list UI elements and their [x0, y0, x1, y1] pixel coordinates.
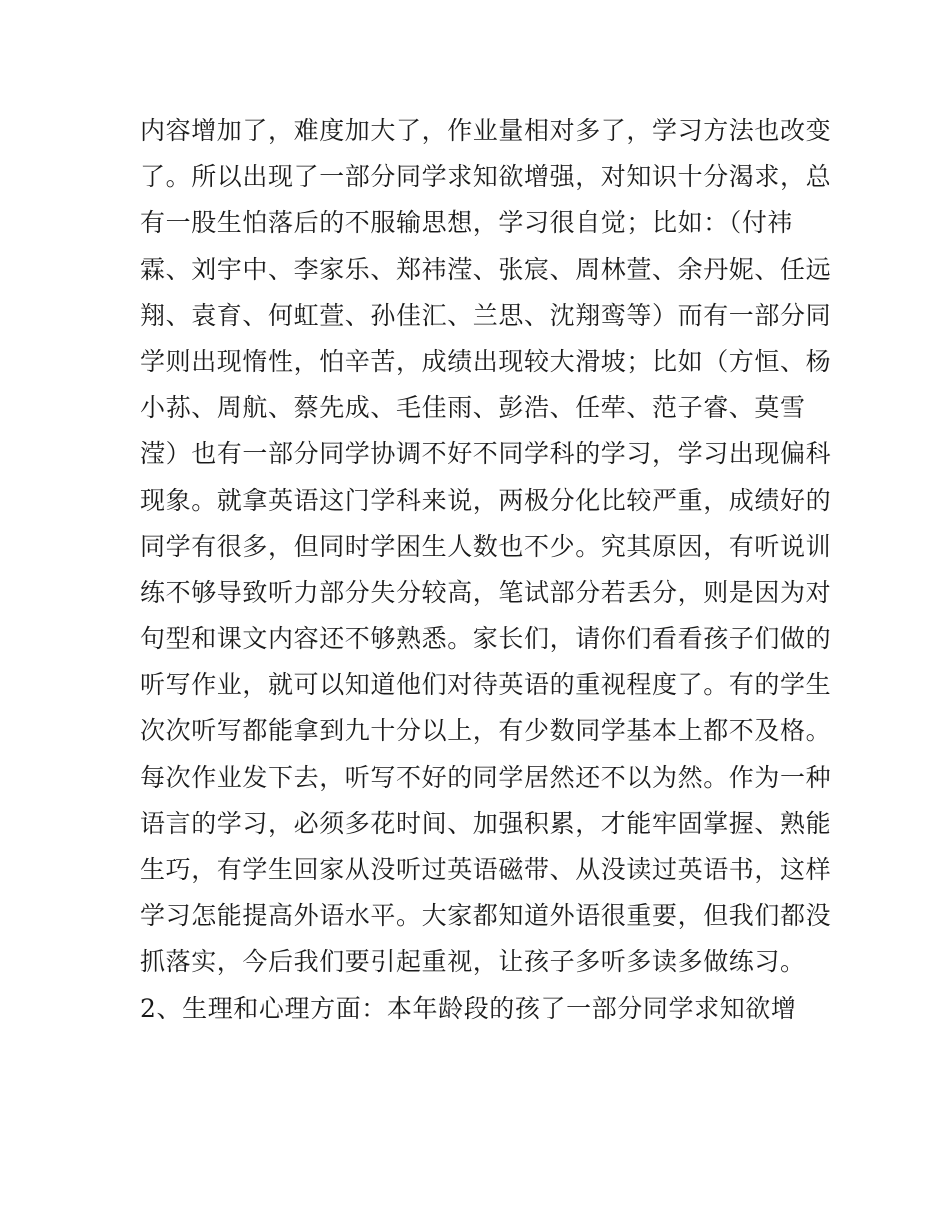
text-line: 翔、袁育、何虹萱、孙佳汇、兰思、沈翔鸾等）而有一部分同	[140, 300, 832, 330]
text-line: 同学有很多，但同时学困生人数也不少。究其原因，有听说训	[140, 531, 832, 561]
text-line: 小荪、周航、蔡先成、毛佳雨、彭浩、任荦、范子睿、莫雪	[140, 393, 806, 423]
text-line: 滢）也有一部分同学协调不好不同学科的学习，学习出现偏科	[140, 439, 832, 469]
text-line: 抓落实，今后我们要引起重视，让孩子多听多读多做练习。	[140, 947, 806, 977]
text-line: 内容增加了，难度加大了，作业量相对多了，学习方法也改变	[140, 116, 832, 145]
text-line: 生巧，有学生回家从没听过英语磁带、从没读过英语书，这样	[140, 855, 832, 884]
text-line: 语言的学习，必须多花时间、加强积累，才能牢固掌握、熟能	[140, 808, 832, 838]
section-heading-line: 2、生理和心理方面：本年龄段的孩了一部分同学求知欲增	[140, 993, 797, 1023]
text-line: 了。所以出现了一部分同学求知欲增强，对知识十分渴求，总	[140, 162, 832, 192]
text-line: 听写作业，就可以知道他们对待英语的重视程度了。有的学生	[140, 670, 832, 700]
text-line: 霖、刘宇中、李家乐、郑祎滢、张宸、周林萱、余丹妮、任远	[140, 254, 832, 284]
text-line: 学则出现惰性，怕辛苦，成绩出现较大滑坡；比如（方恒、杨	[140, 346, 832, 376]
text-line: 句型和课文内容还不够熟悉。家长们，请你们看看孩子们做的	[140, 624, 832, 654]
text-line: 学习怎能提高外语水平。大家都知道外语很重要，但我们都没	[140, 901, 832, 931]
text-line: 每次作业发下去，听写不好的同学居然还不以为然。作为一种	[140, 762, 832, 792]
text-line: 练不够导致听力部分失分较高，笔试部分若丢分，则是因为对	[140, 577, 832, 607]
text-line: 有一股生怕落后的不服输思想，学习很自觉；比如：（付祎	[140, 208, 794, 238]
body-text	[140, 108, 832, 1032]
text-line: 现象。就拿英语这门学科来说，两极分化比较严重，成绩好的	[140, 485, 832, 515]
text-line: 次次听写都能拿到九十分以上，有少数同学基本上都不及格。	[140, 716, 832, 746]
